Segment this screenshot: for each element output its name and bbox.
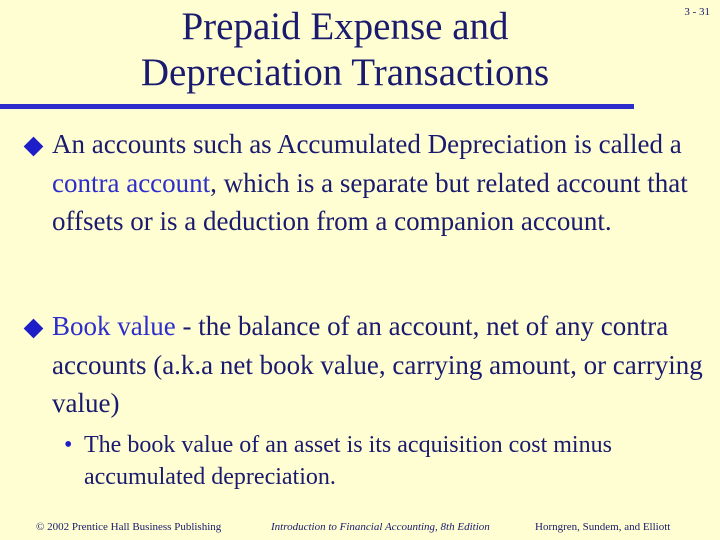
bullet-text — [26, 307, 706, 423]
slide-title — [80, 4, 610, 96]
sub-bullet-text: The book value of an asset is its acquisition cost minus accumulated depreciation. — [84, 432, 612, 490]
bullet-text-after: , which is a separate but related account that offsets or is a deduction from a companion account. — [52, 167, 688, 236]
bullet-book-value — [26, 307, 706, 423]
bullet-contra-account — [26, 125, 706, 241]
footer-copyright: © 2002 Prentice Hall Business Publishing — [36, 521, 222, 533]
title-underline — [0, 104, 634, 109]
footer-authors: Horngren, Sundem, and Elliott — [535, 521, 671, 533]
bullet-text-after: - the balance of an account, net of any contra accounts (a.k.a net book value, carrying amount, or carrying value) — [52, 311, 703, 418]
bullet-text-before: An accounts such as Accumulated Depreciation is called a — [52, 129, 682, 159]
sub-bullet-book-value-definition — [66, 429, 666, 493]
slide-number: 3 - 31 — [684, 6, 710, 18]
bullet-text — [26, 125, 706, 241]
title-line-1: Prepaid Expense and — [181, 5, 509, 48]
footer-book-title: Introduction to Financial Accounting, 8th Edition — [271, 521, 490, 533]
term-contra-account: contra account — [52, 167, 211, 198]
term-book-value: Book value — [52, 311, 176, 341]
dot-bullet-icon: • — [64, 432, 73, 458]
title-line-2: Depreciation Transactions — [140, 51, 550, 94]
